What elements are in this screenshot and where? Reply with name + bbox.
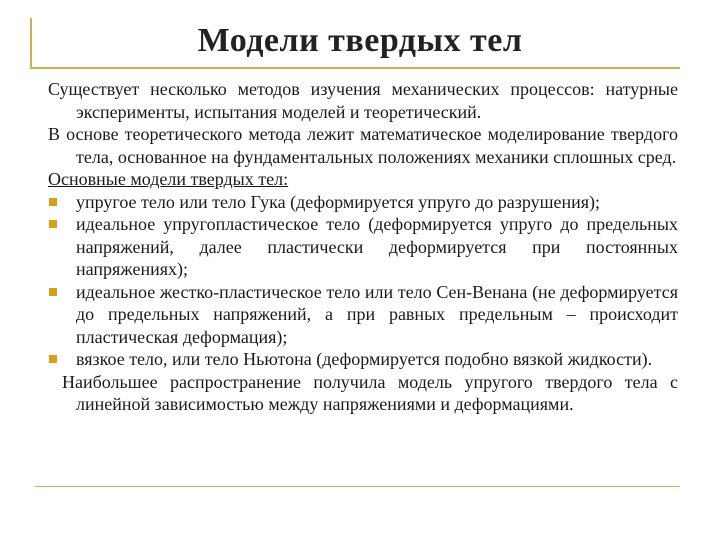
square-bullet-icon (49, 288, 57, 296)
model-list-item (48, 348, 678, 371)
slide-title: Модели твердых тел (197, 22, 523, 59)
square-bullet-icon (49, 198, 57, 206)
basis-paragraph: В основе теоретического метода лежит математическое моделирование твердого тела, основанное на фундаментальных положениях механики сплошных сред. (48, 124, 678, 167)
model-list-item (48, 281, 678, 349)
models-heading: Основные модели твердых тел: (48, 169, 289, 189)
slide-body (48, 78, 678, 416)
model-list-item (48, 191, 678, 214)
square-bullet-icon (49, 220, 57, 228)
model-list-item-text: вязкое тело, или тело Ньютона (деформируется подобно вязкой жидкости). (76, 349, 653, 369)
title-accent-horizontal-line (30, 67, 680, 69)
model-list-item (48, 213, 678, 281)
model-list-item-text: упругое тело или тело Гука (деформируется упруго до разрушения); (76, 191, 601, 212)
conclusion-paragraph: Наибольшее распространение получила модель упругого твердого тела с линейной зависимостью между напряжениями и деформациями. (62, 371, 678, 414)
model-list-item-text: идеальное упругопластическое тело (деформируется упруго до предельных напряжений, далее пластически деформируется при постоянных напряжениях); (76, 214, 678, 279)
intro-paragraph: Существует несколько методов изучения механических процессов: натурные эксперименты, испытания моделей и теоретический. (48, 79, 678, 122)
model-list-item-text: идеальное жестко-пластическое тело или тело Сен-Венана (не деформируется до предельных напряжений, а при равных предельным – происходит пластическая деформация); (76, 281, 678, 347)
footer-accent-line (35, 486, 680, 487)
square-bullet-icon (49, 355, 57, 363)
